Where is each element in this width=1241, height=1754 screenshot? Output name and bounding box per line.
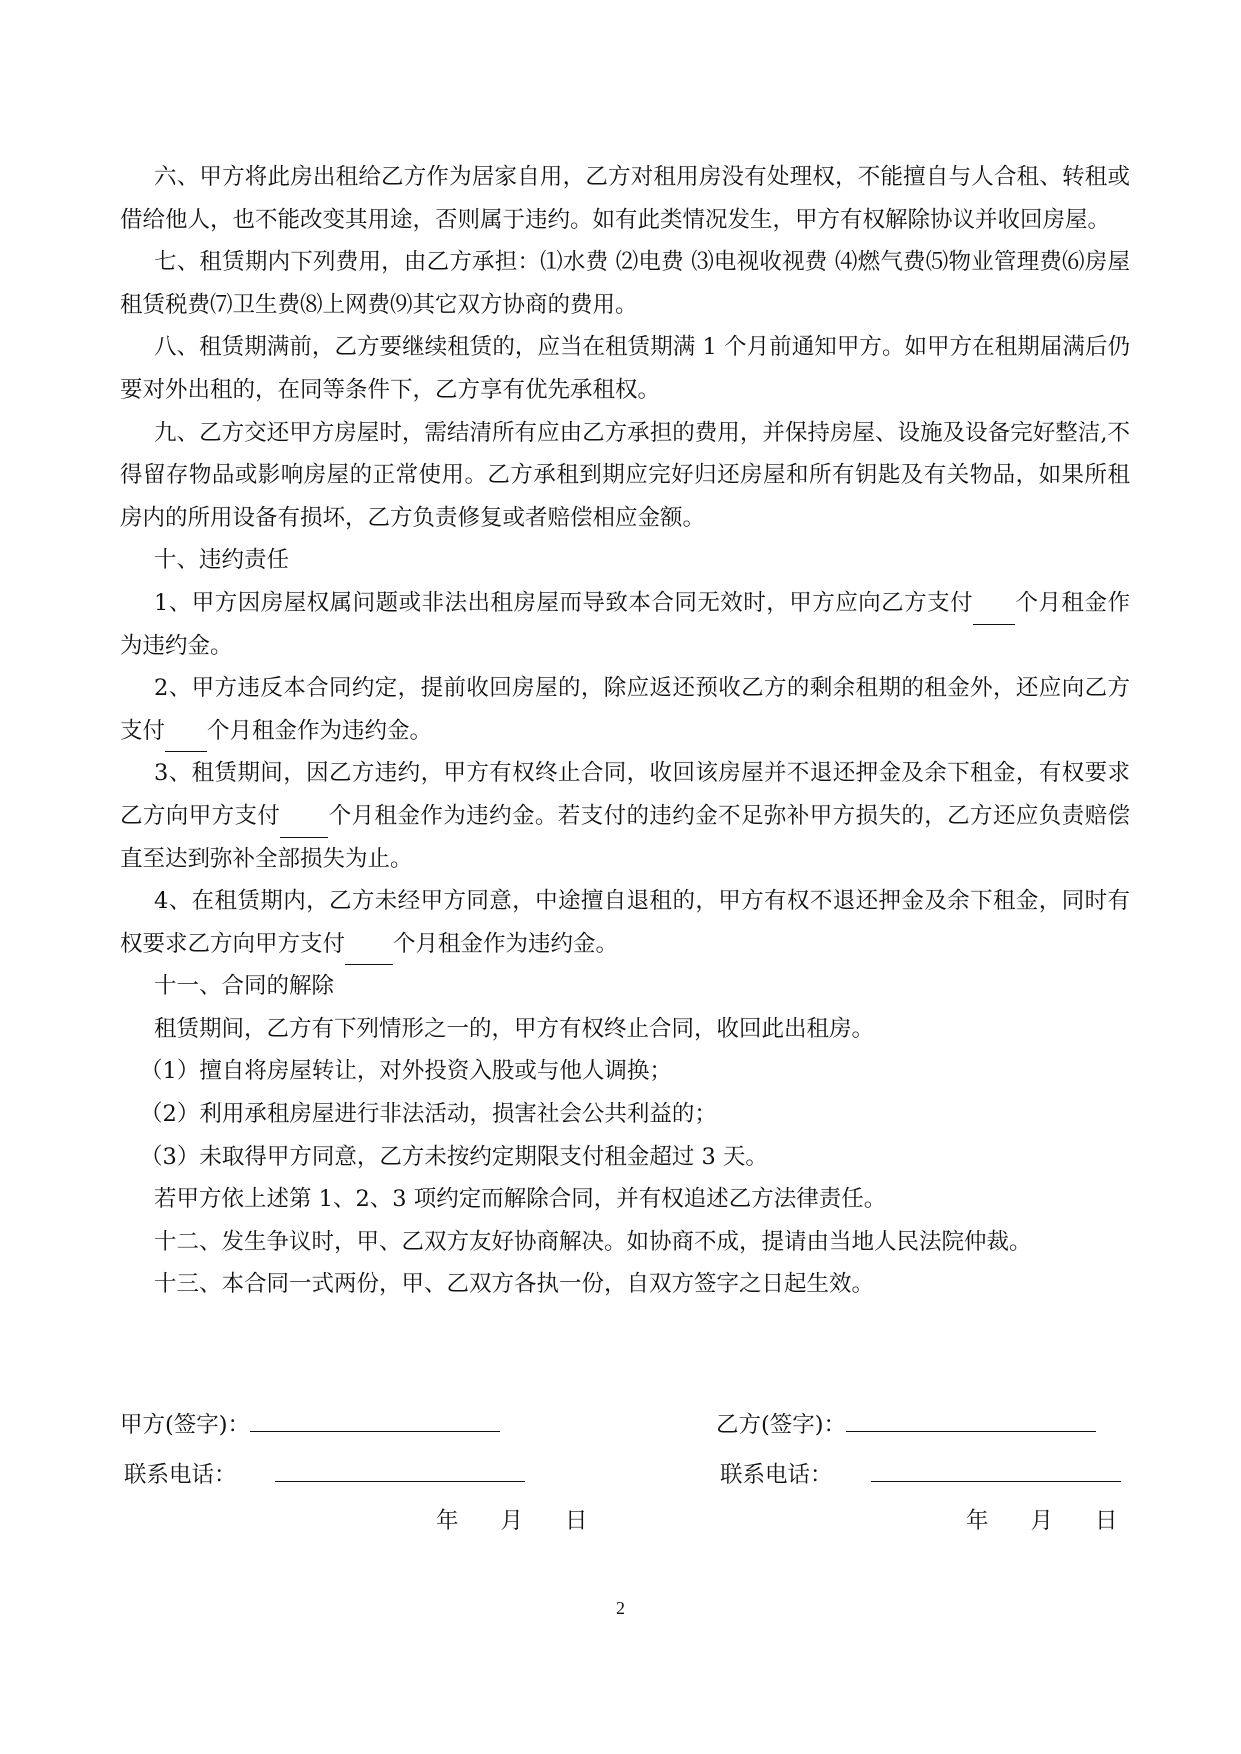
party-b-signature [716,1409,1096,1440]
clause-13: 十三、本合同一式两份，甲、乙双方各执一份，自双方签字之日起生效。 [154,1271,875,1298]
date-month-a: 月 [500,1508,524,1534]
party-b-signature-line[interactable] [846,1409,1096,1432]
clause-10-2-text-b: 个月租金作为违约金。 [207,717,433,744]
months-blank-2[interactable] [165,728,207,753]
party-b-phone [720,1459,1121,1490]
clause-10-2-text-a: 2、甲方违反本合同约定，提前收回房屋的，除应返还预收乙方的剩余租期的租金外，还应向乙方支付 [120,675,1130,744]
party-b-phone-label: 联系电话： [720,1462,833,1488]
clause-10-1-text-b: 个月租金作为违约金。 [120,589,1130,659]
party-a-phone [124,1459,525,1490]
clause-11-note: 若甲方依上述第 1、2、3 项约定而解除合同，并有权追述乙方法律责任。 [154,1186,887,1213]
clause-10-1-text-a: 1、甲方因房屋权属问题或非法出租房屋而导致本合同无效时，甲方应向乙方支付 [154,589,974,616]
party-b-date [966,1506,1160,1536]
clause-10-3-text-b: 个月租金作为违约金。若支付的违约金不足弥补甲方损失的，乙方还应负责赔偿直至达到弥补全部损失为止。 [120,802,1130,872]
clause-10-1 [120,582,1130,667]
party-b-phone-line[interactable] [871,1459,1121,1482]
clause-9: 九、乙方交还甲方房屋时，需结清所有应由乙方承担的费用，并保持房屋、设施及设备完好整洁,不得留存物品或影响房屋的正常使用。乙方承租到期应完好归还房屋和所有钥匙及有关物品，如果所租房内的所用设备有损坏，乙方负责修复或者赔偿相应金额。 [120,419,1130,531]
date-day-a: 日 [565,1508,588,1534]
clause-12: 十二、发生争议时，甲、乙双方友好协商解决。如协商不成，提请由当地人民法院仲裁。 [154,1228,1032,1255]
date-year-a: 年 [436,1508,459,1534]
clause-10-title: 十、违约责任 [154,547,290,574]
clause-11-title: 十一、合同的解除 [154,973,335,1000]
clause-6: 六、甲方将此房出租给乙方作为居家自用，乙方对租用房没有处理权，不能擅自与人合租、转租或借给他人，也不能改变其用途，否则属于违约。如有此类情况发生，甲方有权解除协议并收回房屋。 [120,164,1130,233]
clause-7: 七、租赁期内下列费用，由乙方承担：⑴水费 ⑵电费 ⑶电视收视费 ⑷燃气费⑸物业管理费⑹房屋租赁税费⑺卫生费⑻上网费⑼其它双方协商的费用。 [120,249,1130,318]
clause-10-4-text-a: 4、在租赁期内，乙方未经甲方同意，中途擅自退租的，甲方有权不退还押金及余下租金，同时有权要求乙方向甲方支付 [120,888,1130,957]
clause-11-item-3: （3）未取得甲方同意，乙方未按约定期限支付租金超过 3 天。 [140,1143,768,1170]
clause-8: 八、租赁期满前，乙方要继续租赁的，应当在租赁期满 1 个月前通知甲方。如甲方在租期届满后仍要对外出租的，在同等条件下，乙方享有优先承租权。 [120,334,1130,403]
party-a-phone-line[interactable] [275,1459,525,1482]
clause-10-4 [120,880,1130,965]
party-a-signature [120,1409,500,1440]
party-a-phone-label: 联系电话： [124,1462,237,1488]
date-day-b: 日 [1095,1508,1118,1534]
date-year-b: 年 [966,1508,989,1534]
clause-11-intro: 租赁期间，乙方有下列情形之一的，甲方有权终止合同，收回此出租房。 [154,1015,875,1042]
party-a-signature-line[interactable] [250,1409,500,1432]
months-blank-3[interactable] [280,813,328,838]
party-a-date [436,1506,630,1536]
party-a-label: 甲方(签字)： [120,1412,251,1438]
clause-10-4-text-b: 个月租金作为违约金。 [393,930,619,957]
date-month-b: 月 [1030,1508,1054,1534]
clause-11-item-2: （2）利用承租房屋进行非法活动，损害社会公共利益的； [140,1101,717,1128]
clause-10-2 [120,667,1130,752]
clause-10-3 [120,752,1130,880]
page-number: 2 [616,1598,625,1618]
contract-body [120,156,1130,1306]
months-blank-1[interactable] [973,600,1015,625]
clause-10-3-text-a: 3、租赁期间，因乙方违约，甲方有权终止合同，收回该房屋并不退还押金及余下租金，有权要求乙方向甲方支付 [120,760,1130,829]
months-blank-4[interactable] [345,941,393,966]
party-b-label: 乙方(签字)： [716,1412,847,1438]
clause-11-item-1: （1）擅自将房屋转让，对外投资入股或与他人调换； [140,1058,672,1085]
